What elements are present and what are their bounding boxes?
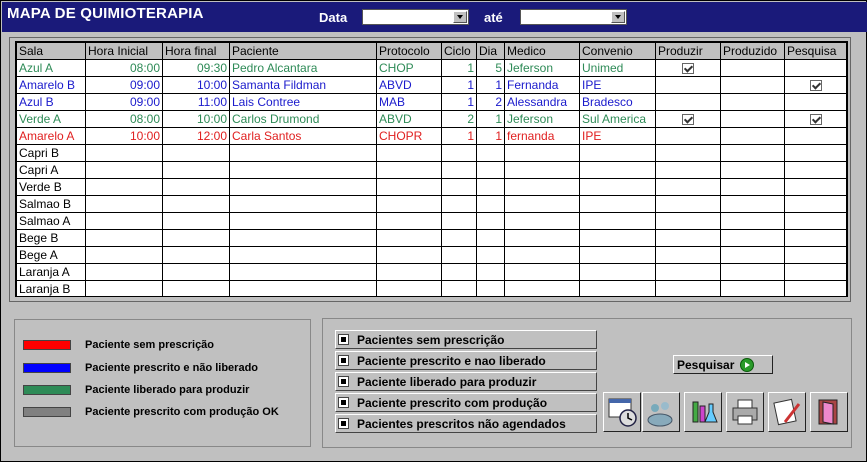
- pesquisa-cell[interactable]: [785, 162, 847, 179]
- table-cell[interactable]: [505, 281, 580, 298]
- table-cell[interactable]: [230, 145, 377, 162]
- table-cell[interactable]: [442, 162, 477, 179]
- ate-label: até: [484, 10, 503, 25]
- filter-panel: [322, 318, 852, 448]
- table-cell[interactable]: ABVD: [377, 77, 442, 94]
- table-cell[interactable]: [230, 213, 377, 230]
- table-cell[interactable]: [86, 179, 163, 196]
- legend-label: Paciente sem prescrição: [85, 339, 215, 351]
- produzir-cell[interactable]: [656, 281, 721, 298]
- table-cell[interactable]: 1: [442, 128, 477, 145]
- table-header: [17, 43, 847, 60]
- table-cell[interactable]: [163, 247, 230, 264]
- produzir-cell[interactable]: [656, 128, 721, 145]
- table-cell[interactable]: 2: [442, 111, 477, 128]
- pesquisa-cell[interactable]: [785, 179, 847, 196]
- table-cell[interactable]: 2: [477, 94, 505, 111]
- table-cell[interactable]: Verde A: [17, 111, 86, 128]
- table-cell[interactable]: [163, 264, 230, 281]
- table-cell[interactable]: [442, 145, 477, 162]
- table-cell[interactable]: [377, 145, 442, 162]
- pesquisa-cell[interactable]: [785, 264, 847, 281]
- exit-door-icon: [813, 396, 845, 428]
- table-cell[interactable]: [505, 179, 580, 196]
- table-row[interactable]: [17, 264, 847, 281]
- table-cell[interactable]: Fernanda: [505, 77, 580, 94]
- table-cell[interactable]: [377, 247, 442, 264]
- table-cell[interactable]: 1: [477, 111, 505, 128]
- column-header-medico[interactable]: Medico: [505, 43, 580, 60]
- table-cell[interactable]: [505, 230, 580, 247]
- table-cell[interactable]: 08:00: [86, 60, 163, 77]
- table-cell[interactable]: IPE: [580, 77, 656, 94]
- table-cell[interactable]: 10:00: [163, 77, 230, 94]
- filter-label: Pacientes prescritos não agendados: [357, 416, 566, 431]
- chevron-down-icon[interactable]: [453, 11, 467, 23]
- printer-icon: [729, 396, 761, 428]
- table-cell[interactable]: [163, 145, 230, 162]
- table-cell[interactable]: Carla Santos: [230, 128, 377, 145]
- table-cell[interactable]: [230, 179, 377, 196]
- table-cell[interactable]: fernanda: [505, 128, 580, 145]
- filter-label: Paciente prescrito e nao liberado: [357, 353, 546, 368]
- filter-sem-prescricao-button[interactable]: [335, 330, 597, 349]
- pesquisa-cell[interactable]: [785, 196, 847, 213]
- table-cell[interactable]: [477, 213, 505, 230]
- radio-icon: [338, 334, 349, 345]
- legend-swatch-blue: [23, 363, 71, 373]
- table-cell[interactable]: 12:00: [163, 128, 230, 145]
- legend-panel: [14, 319, 311, 447]
- column-header-paciente[interactable]: Paciente: [230, 43, 377, 60]
- pesquisa-cell[interactable]: [785, 60, 847, 77]
- table-row[interactable]: [17, 162, 847, 179]
- table-cell[interactable]: [377, 264, 442, 281]
- table-cell[interactable]: Carlos Drumond: [230, 111, 377, 128]
- column-header-dia[interactable]: Dia: [477, 43, 505, 60]
- table-cell[interactable]: 10:00: [86, 128, 163, 145]
- legend-label: Paciente liberado para produzir: [85, 384, 250, 396]
- window-title: MAPA DE QUIMIOTERAPIA: [7, 5, 204, 22]
- table-cell[interactable]: [442, 281, 477, 298]
- column-header-hora-inicial[interactable]: Hora Inicial: [86, 43, 163, 60]
- table-cell[interactable]: CHOP: [377, 60, 442, 77]
- table-cell[interactable]: Pedro Alcantara: [230, 60, 377, 77]
- lab-button[interactable]: [684, 392, 722, 432]
- column-header-protocolo[interactable]: Protocolo: [377, 43, 442, 60]
- column-header-sala[interactable]: Sala: [17, 43, 86, 60]
- column-header-produzir[interactable]: Produzir: [656, 43, 721, 60]
- table-cell[interactable]: [505, 247, 580, 264]
- pesquisar-button[interactable]: [673, 355, 773, 374]
- table-cell[interactable]: [377, 281, 442, 298]
- produzido-cell[interactable]: [721, 145, 785, 162]
- legend-swatch-red: [23, 340, 71, 350]
- pesquisa-cell[interactable]: [785, 247, 847, 264]
- table-cell[interactable]: Alessandra: [505, 94, 580, 111]
- table-cell[interactable]: [86, 162, 163, 179]
- table-cell[interactable]: [230, 264, 377, 281]
- table-cell[interactable]: Laranja A: [17, 264, 86, 281]
- table-row[interactable]: [17, 128, 847, 145]
- patients-button[interactable]: [642, 392, 680, 432]
- table-cell[interactable]: Salmao B: [17, 196, 86, 213]
- table-cell[interactable]: [86, 230, 163, 247]
- produzido-cell[interactable]: [721, 128, 785, 145]
- produzir-cell[interactable]: [656, 145, 721, 162]
- table-row[interactable]: [17, 145, 847, 162]
- lab-flasks-icon: [687, 396, 719, 428]
- table-cell[interactable]: 1: [442, 77, 477, 94]
- table-cell[interactable]: 1: [477, 77, 505, 94]
- schedule-table: [16, 42, 847, 297]
- produzir-cell[interactable]: [656, 60, 721, 77]
- table-row[interactable]: [17, 111, 847, 128]
- table-cell[interactable]: [163, 162, 230, 179]
- table-row[interactable]: [17, 247, 847, 264]
- produzir-checkbox[interactable]: [682, 63, 694, 74]
- produzir-checkbox[interactable]: [682, 114, 694, 125]
- table-cell[interactable]: [442, 213, 477, 230]
- table-cell[interactable]: Sul America: [580, 111, 656, 128]
- table-cell[interactable]: [580, 213, 656, 230]
- table-cell[interactable]: 1: [442, 94, 477, 111]
- table-row[interactable]: [17, 196, 847, 213]
- legend-label: Paciente prescrito com produção OK: [85, 406, 279, 418]
- table-cell[interactable]: [86, 196, 163, 213]
- produzir-cell[interactable]: [656, 196, 721, 213]
- table-cell[interactable]: [442, 179, 477, 196]
- table-cell[interactable]: [86, 145, 163, 162]
- patients-icon: [645, 396, 677, 428]
- table-cell[interactable]: Capri A: [17, 162, 86, 179]
- table-cell[interactable]: Azul B: [17, 94, 86, 111]
- calendar-clock-icon: [606, 396, 638, 428]
- table-cell[interactable]: MAB: [377, 94, 442, 111]
- column-header-ciclo[interactable]: Ciclo: [442, 43, 477, 60]
- table-cell[interactable]: [163, 230, 230, 247]
- legend-item: [23, 405, 279, 419]
- exit-button[interactable]: [810, 392, 848, 432]
- table-cell[interactable]: [505, 264, 580, 281]
- produzir-cell[interactable]: [656, 213, 721, 230]
- produzir-cell[interactable]: [656, 94, 721, 111]
- table-cell[interactable]: [477, 247, 505, 264]
- table-cell[interactable]: Azul A: [17, 60, 86, 77]
- table-cell[interactable]: [377, 230, 442, 247]
- produzido-cell[interactable]: [721, 230, 785, 247]
- table-cell[interactable]: [442, 264, 477, 281]
- filter-label: Pacientes sem prescrição: [357, 332, 505, 347]
- column-header-produzido[interactable]: Produzido: [721, 43, 785, 60]
- table-cell[interactable]: [580, 247, 656, 264]
- produzido-cell[interactable]: [721, 179, 785, 196]
- produzido-cell[interactable]: [721, 60, 785, 77]
- produzir-cell[interactable]: [656, 179, 721, 196]
- table-cell[interactable]: 11:00: [163, 94, 230, 111]
- legend-swatch-green: [23, 385, 71, 395]
- table-cell[interactable]: [580, 281, 656, 298]
- table-cell[interactable]: [477, 179, 505, 196]
- radio-icon: [338, 397, 349, 408]
- print-button[interactable]: [726, 392, 764, 432]
- table-cell[interactable]: [477, 264, 505, 281]
- table-row[interactable]: [17, 281, 847, 298]
- radio-icon: [338, 355, 349, 366]
- table-cell[interactable]: [86, 247, 163, 264]
- table-cell[interactable]: [442, 196, 477, 213]
- column-header-convenio[interactable]: Convenio: [580, 43, 656, 60]
- table-cell[interactable]: [477, 162, 505, 179]
- table-row[interactable]: [17, 94, 847, 111]
- table-cell[interactable]: Capri B: [17, 145, 86, 162]
- pesquisa-cell[interactable]: [785, 77, 847, 94]
- table-cell[interactable]: Bege B: [17, 230, 86, 247]
- table-row[interactable]: [17, 213, 847, 230]
- produzir-cell[interactable]: [656, 77, 721, 94]
- table-cell[interactable]: Salmao A: [17, 213, 86, 230]
- produzido-cell[interactable]: [721, 77, 785, 94]
- table-cell[interactable]: Verde B: [17, 179, 86, 196]
- table-cell[interactable]: Unimed: [580, 60, 656, 77]
- table-cell[interactable]: [442, 247, 477, 264]
- pesquisa-cell[interactable]: [785, 111, 847, 128]
- table-row[interactable]: [17, 179, 847, 196]
- filter-label: Paciente prescrito com produção: [357, 395, 548, 410]
- produzir-cell[interactable]: [656, 111, 721, 128]
- table-cell[interactable]: [230, 196, 377, 213]
- produzir-cell[interactable]: [656, 247, 721, 264]
- radio-icon: [338, 418, 349, 429]
- table-cell[interactable]: [580, 179, 656, 196]
- table-cell[interactable]: [505, 162, 580, 179]
- table-cell[interactable]: CHOPR: [377, 128, 442, 145]
- chevron-down-icon[interactable]: [611, 11, 625, 23]
- produzido-cell[interactable]: [721, 162, 785, 179]
- produzido-cell[interactable]: [721, 264, 785, 281]
- ate-dropdown[interactable]: [520, 9, 627, 25]
- filter-prescrito-producao-button[interactable]: [335, 393, 597, 412]
- table-cell[interactable]: [580, 230, 656, 247]
- filter-prescrito-nao-liberado-button[interactable]: [335, 351, 597, 370]
- table-cell[interactable]: [163, 196, 230, 213]
- go-arrow-icon: [740, 358, 754, 372]
- pesquisa-cell[interactable]: [785, 128, 847, 145]
- produzir-cell[interactable]: [656, 264, 721, 281]
- pesquisa-checkbox[interactable]: [810, 80, 822, 91]
- table-cell[interactable]: [86, 213, 163, 230]
- produzir-cell[interactable]: [656, 162, 721, 179]
- table-cell[interactable]: [580, 162, 656, 179]
- table-cell[interactable]: [505, 213, 580, 230]
- produzido-cell[interactable]: [721, 94, 785, 111]
- schedule-grid[interactable]: [15, 41, 848, 297]
- produzido-cell[interactable]: [721, 111, 785, 128]
- legend-item: [23, 383, 249, 397]
- table-cell[interactable]: [580, 196, 656, 213]
- table-cell[interactable]: [230, 162, 377, 179]
- pesquisa-cell[interactable]: [785, 213, 847, 230]
- table-cell[interactable]: [230, 281, 377, 298]
- pesquisa-checkbox[interactable]: [810, 114, 822, 125]
- table-cell[interactable]: ABVD: [377, 111, 442, 128]
- produzido-cell[interactable]: [721, 213, 785, 230]
- legend-item: [23, 361, 258, 375]
- table-cell[interactable]: [86, 264, 163, 281]
- table-cell[interactable]: 09:00: [86, 77, 163, 94]
- table-cell[interactable]: 09:00: [86, 94, 163, 111]
- table-cell[interactable]: Bradesco: [580, 94, 656, 111]
- edit-document-icon: [771, 396, 803, 428]
- table-cell[interactable]: Laranja B: [17, 281, 86, 298]
- table-cell[interactable]: [505, 196, 580, 213]
- table-cell[interactable]: [442, 230, 477, 247]
- table-cell[interactable]: [377, 213, 442, 230]
- filter-liberado-produzir-button[interactable]: [335, 372, 597, 391]
- table-cell[interactable]: Jeferson: [505, 60, 580, 77]
- pesquisar-label: Pesquisar: [677, 357, 735, 372]
- table-cell[interactable]: [377, 162, 442, 179]
- edit-button[interactable]: [768, 392, 806, 432]
- table-cell[interactable]: [163, 213, 230, 230]
- table-cell[interactable]: Jeferson: [505, 111, 580, 128]
- data-label: Data: [319, 10, 348, 25]
- table-cell[interactable]: Lais Contree: [230, 94, 377, 111]
- pesquisa-cell[interactable]: [785, 94, 847, 111]
- table-cell[interactable]: [230, 230, 377, 247]
- table-cell[interactable]: [477, 145, 505, 162]
- calendar-clock-button[interactable]: [603, 392, 641, 432]
- table-cell[interactable]: 5: [477, 60, 505, 77]
- table-cell[interactable]: [580, 264, 656, 281]
- legend-label: Paciente prescrito e não liberado: [85, 362, 259, 374]
- table-cell[interactable]: Amarelo B: [17, 77, 86, 94]
- table-cell[interactable]: [477, 196, 505, 213]
- pesquisa-cell[interactable]: [785, 281, 847, 298]
- table-cell[interactable]: [477, 281, 505, 298]
- column-header-pesquisa[interactable]: Pesquisa: [785, 43, 847, 60]
- table-cell[interactable]: 1: [477, 128, 505, 145]
- table-cell[interactable]: [477, 230, 505, 247]
- table-cell[interactable]: Samanta Fildman: [230, 77, 377, 94]
- table-row[interactable]: [17, 230, 847, 247]
- table-cell[interactable]: IPE: [580, 128, 656, 145]
- table-cell[interactable]: [230, 247, 377, 264]
- table-cell[interactable]: Amarelo A: [17, 128, 86, 145]
- produzir-cell[interactable]: [656, 230, 721, 247]
- table-cell[interactable]: [163, 179, 230, 196]
- table-cell[interactable]: 08:00: [86, 111, 163, 128]
- table-cell[interactable]: Bege A: [17, 247, 86, 264]
- table-row[interactable]: [17, 60, 847, 77]
- filter-label: Paciente liberado para produzir: [357, 374, 537, 389]
- data-dropdown[interactable]: [362, 9, 469, 25]
- produzido-cell[interactable]: [721, 196, 785, 213]
- pesquisa-cell[interactable]: [785, 145, 847, 162]
- legend-swatch-gray: [23, 407, 71, 417]
- table-cell[interactable]: [505, 145, 580, 162]
- table-cell[interactable]: [86, 281, 163, 298]
- table-cell[interactable]: [580, 145, 656, 162]
- table-cell[interactable]: 1: [442, 60, 477, 77]
- table-cell[interactable]: 09:30: [163, 60, 230, 77]
- table-cell[interactable]: 10:00: [163, 111, 230, 128]
- legend-item: [23, 338, 214, 352]
- produzido-cell[interactable]: [721, 281, 785, 298]
- pesquisa-cell[interactable]: [785, 230, 847, 247]
- table-row[interactable]: [17, 77, 847, 94]
- produzido-cell[interactable]: [721, 247, 785, 264]
- table-cell[interactable]: [163, 281, 230, 298]
- table-cell[interactable]: [377, 196, 442, 213]
- title-bar: [2, 2, 867, 32]
- radio-icon: [338, 376, 349, 387]
- filter-nao-agendados-button[interactable]: [335, 414, 597, 433]
- column-header-hora-final[interactable]: Hora final: [163, 43, 230, 60]
- table-cell[interactable]: [377, 179, 442, 196]
